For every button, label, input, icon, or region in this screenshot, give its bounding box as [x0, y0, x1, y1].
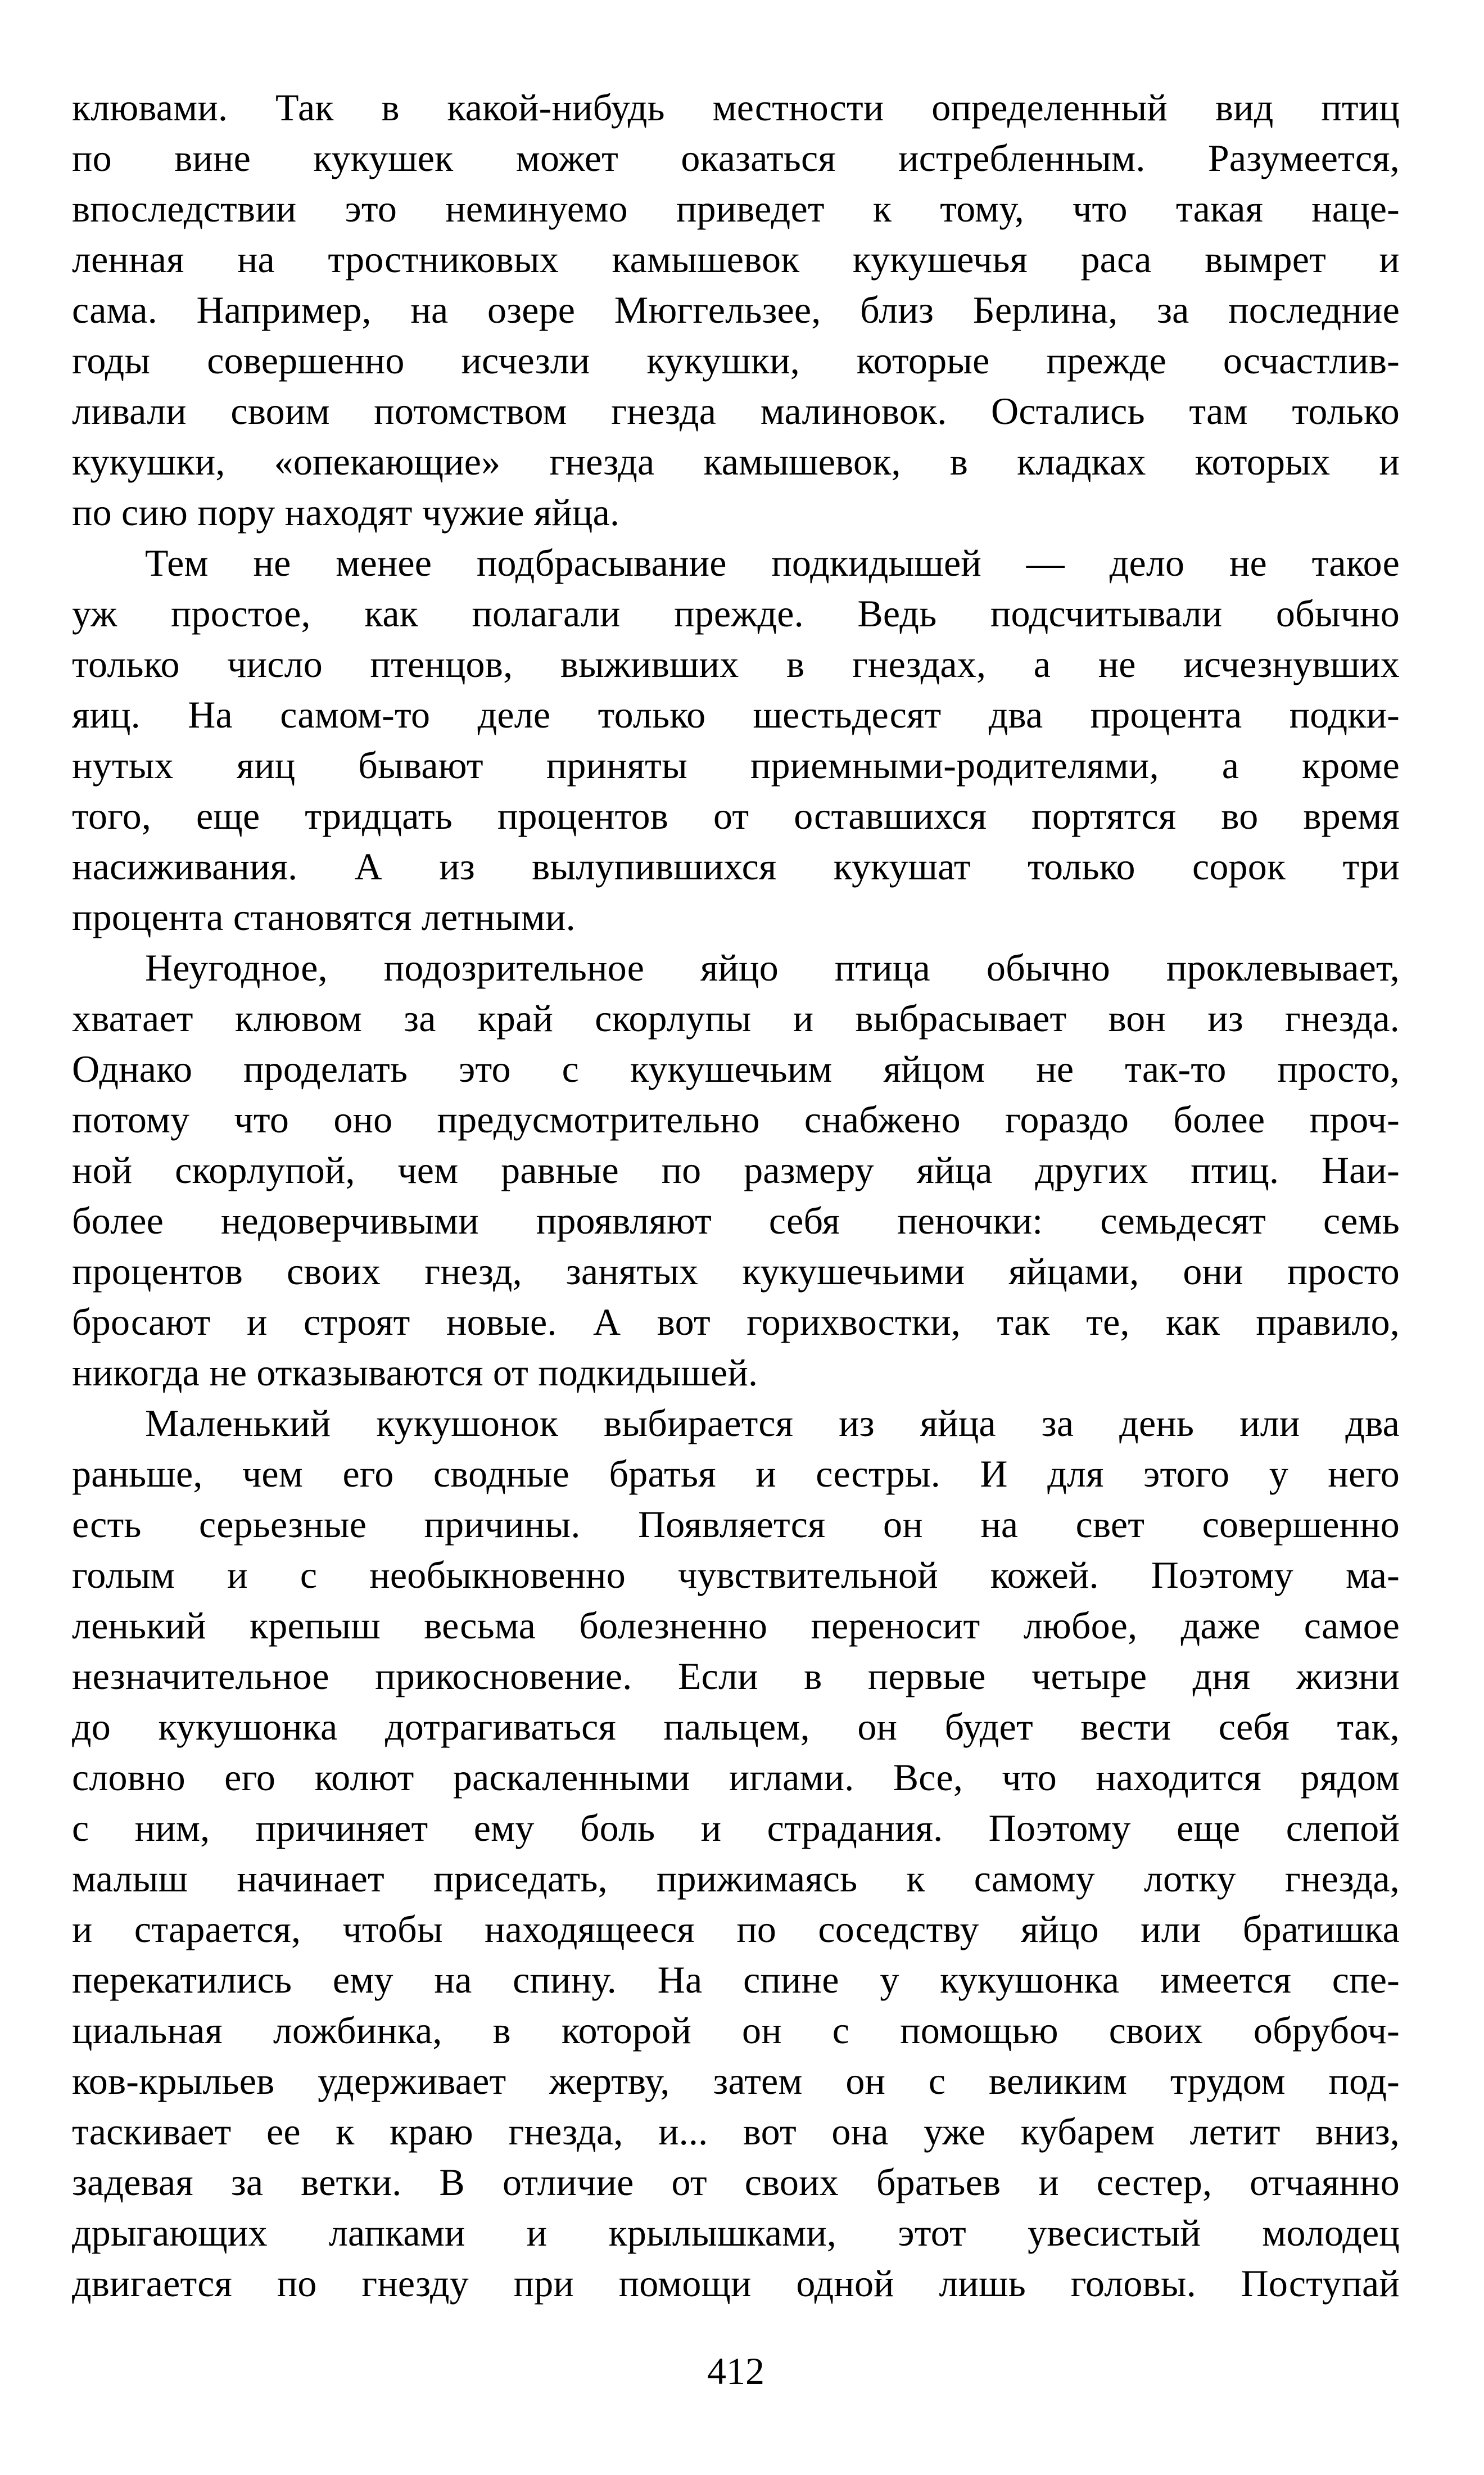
text-line: только число птенцов, выживших в гнездах, а не исчезнувших: [72, 643, 1400, 685]
text-line: процентов своих гнезд, занятых кукушечьими яйцами, они просто: [72, 1250, 1400, 1293]
text-line: ленная на тростниковых камышевок кукушечья раса вымрет и: [72, 238, 1400, 281]
paragraph: [72, 1398, 1400, 2309]
page-text: [72, 82, 1400, 2309]
text-line: клювами. Так в какой-нибудь местности определенный вид птиц: [72, 86, 1400, 129]
text-line: годы совершенно исчезли кукушки, которые прежде осчастлив-: [72, 339, 1400, 382]
text-line: Тем не менее подбрасывание подкидышей — дело не такое: [145, 541, 1400, 584]
text-line: до кукушонка дотрагиваться пальцем, он будет вести себя так,: [72, 1705, 1400, 1748]
text-line: перекатились ему на спину. На спине у кукушонка имеется спе-: [72, 1958, 1400, 2001]
text-line: бросают и строят новые. А вот горихвостки, так те, как правило,: [72, 1300, 1400, 1343]
text-line: кукушки, «опекающие» гнезда камышевок, в кладках которых и: [72, 440, 1400, 483]
text-line: Однако проделать это с кукушечьим яйцом не так-то просто,: [72, 1047, 1400, 1090]
text-line: задевая за ветки. В отличие от своих братьев и сестер, отчаянно: [72, 2161, 1400, 2203]
text-line: есть серьезные причины. Появляется он на свет совершенно: [72, 1503, 1400, 1546]
text-line: уж простое, как полагали прежде. Ведь подсчитывали обычно: [72, 592, 1400, 635]
text-line: процента становятся летными.: [72, 896, 576, 938]
text-line: Неугодное, подозрительное яйцо птица обычно проклевывает,: [145, 946, 1400, 989]
text-line: ков-крыльев удерживает жертву, затем он с великим трудом под-: [72, 2060, 1400, 2102]
text-line: нутых яиц бывают приняты приемными-родителями, а кроме: [72, 744, 1400, 787]
text-line: голым и с необыкновенно чувствительной кожей. Поэтому ма-: [72, 1553, 1400, 1596]
text-line: по сию пору находят чужие яйца.: [72, 491, 620, 534]
text-line: ливали своим потомством гнезда малиновок. Остались там только: [72, 390, 1400, 432]
text-line: словно его колют раскаленными иглами. Все, что находится рядом: [72, 1756, 1400, 1799]
text-line: Маленький кукушонок выбирается из яйца за день или два: [145, 1402, 1400, 1444]
text-line: по вине кукушек может оказаться истребленным. Разумеется,: [72, 137, 1400, 179]
text-line: насиживания. А из вылупившихся кукушат только сорок три: [72, 845, 1400, 888]
text-line: того, еще тридцать процентов от оставшихся портятся во время: [72, 794, 1400, 837]
paragraph: [72, 942, 1400, 1398]
text-line: раньше, чем его сводные братья и сестры. И для этого у него: [72, 1452, 1400, 1495]
text-line: впоследствии это неминуемо приведет к тому, что такая наце-: [72, 187, 1400, 230]
text-line: двигается по гнезду при помощи одной лишь головы. Поступай: [72, 2262, 1400, 2305]
text-line: хватает клювом за край скорлупы и выбрасывает вон из гнезда.: [72, 997, 1400, 1040]
text-line: таскивает ее к краю гнезда, и... вот она уже кубарем летит вниз,: [72, 2110, 1400, 2153]
paragraph: [72, 82, 1400, 538]
text-line: незначительное прикосновение. Если в первые четыре дня жизни: [72, 1655, 1400, 1697]
text-line: и старается, чтобы находящееся по соседству яйцо или братишка: [72, 1908, 1400, 1950]
text-line: сама. Например, на озере Мюггельзее, близ Берлина, за последние: [72, 288, 1400, 331]
text-line: малыш начинает приседать, прижимаясь к самому лотку гнезда,: [72, 1857, 1400, 1900]
text-line: яиц. На самом-то деле только шестьдесят два процента подки-: [72, 693, 1400, 736]
text-line: дрыгающих лапками и крылышками, этот увесистый молодец: [72, 2211, 1400, 2254]
text-line: ной скорлупой, чем равные по размеру яйца других птиц. Наи-: [72, 1149, 1400, 1191]
page-number: 412: [707, 2350, 764, 2392]
text-line: никогда не отказываются от подкидышей.: [72, 1351, 758, 1394]
text-line: более недоверчивыми проявляют себя пеночки: семьдесят семь: [72, 1199, 1400, 1242]
text-line: с ним, причиняет ему боль и страдания. Поэтому еще слепой: [72, 1806, 1400, 1849]
text-line: потому что оно предусмотрительно снабжено гораздо более проч-: [72, 1098, 1400, 1141]
text-line: циальная ложбинка, в которой он с помощью своих обрубоч-: [72, 2009, 1400, 2052]
paragraph: [72, 538, 1400, 942]
text-line: ленький крепыш весьма болезненно переносит любое, даже самое: [72, 1604, 1400, 1647]
